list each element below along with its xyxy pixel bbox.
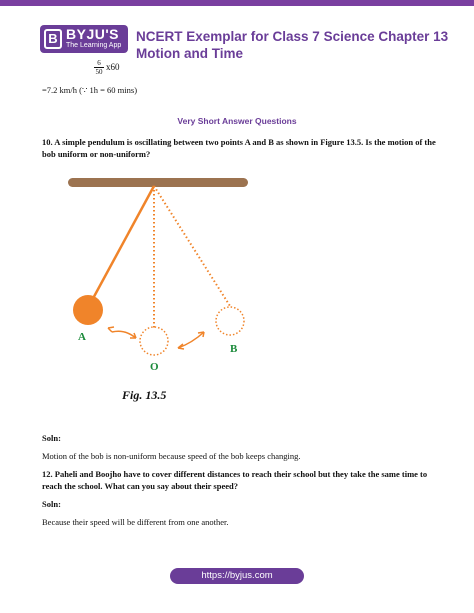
bob-o: [140, 327, 168, 355]
logo-tagline: The Learning App: [66, 42, 122, 49]
soln-label-10: Soln:: [42, 433, 61, 443]
question-10: 10. A simple pendulum is oscillating between two points A and B as shown in Figure 13.5. Is the motion of the bob uniform or non-uniform?: [42, 137, 436, 159]
label-b: B: [230, 343, 238, 355]
pendulum-string-a: [90, 186, 154, 304]
speed-result: =7.2 km/h (∵ 1h = 60 mins): [42, 85, 138, 95]
page-title: NCERT Exemplar for Class 7 Science Chapter 13 Motion and Time: [136, 29, 449, 61]
bob-a: [73, 295, 103, 325]
fraction-numerator: 6: [97, 59, 101, 67]
answer-10: Motion of the bob is non-uniform because speed of the bob keeps changing.: [42, 451, 301, 461]
soln-label-12: Soln:: [42, 499, 61, 509]
top-accent-bar: [0, 0, 474, 6]
logo-mark: B: [44, 29, 62, 49]
footer-url-link[interactable]: https://byjus.com: [170, 568, 304, 584]
logo-name: BYJU'S: [66, 26, 120, 42]
figure-caption: Fig. 13.5: [122, 388, 167, 402]
section-heading: Very Short Answer Questions: [177, 116, 297, 126]
fraction: [94, 59, 104, 76]
bob-b: [216, 307, 244, 335]
pendulum-figure: [60, 172, 260, 407]
fraction-denominator: 50: [95, 68, 103, 76]
fraction-multiplier: x60: [106, 62, 120, 72]
arrow-a-o: [112, 331, 136, 338]
pendulum-support-bar: [68, 178, 248, 187]
question-12: 12. Paheli and Boojho have to cover different distances to reach their school but they take the same time to reach the school. What can you say about their speed?: [42, 469, 428, 491]
pendulum-string-b: [154, 186, 230, 306]
answer-12: Because their speed will be different from one another.: [42, 517, 229, 527]
label-o: O: [150, 361, 159, 373]
byjus-logo[interactable]: [40, 25, 128, 53]
label-a: A: [78, 331, 86, 343]
